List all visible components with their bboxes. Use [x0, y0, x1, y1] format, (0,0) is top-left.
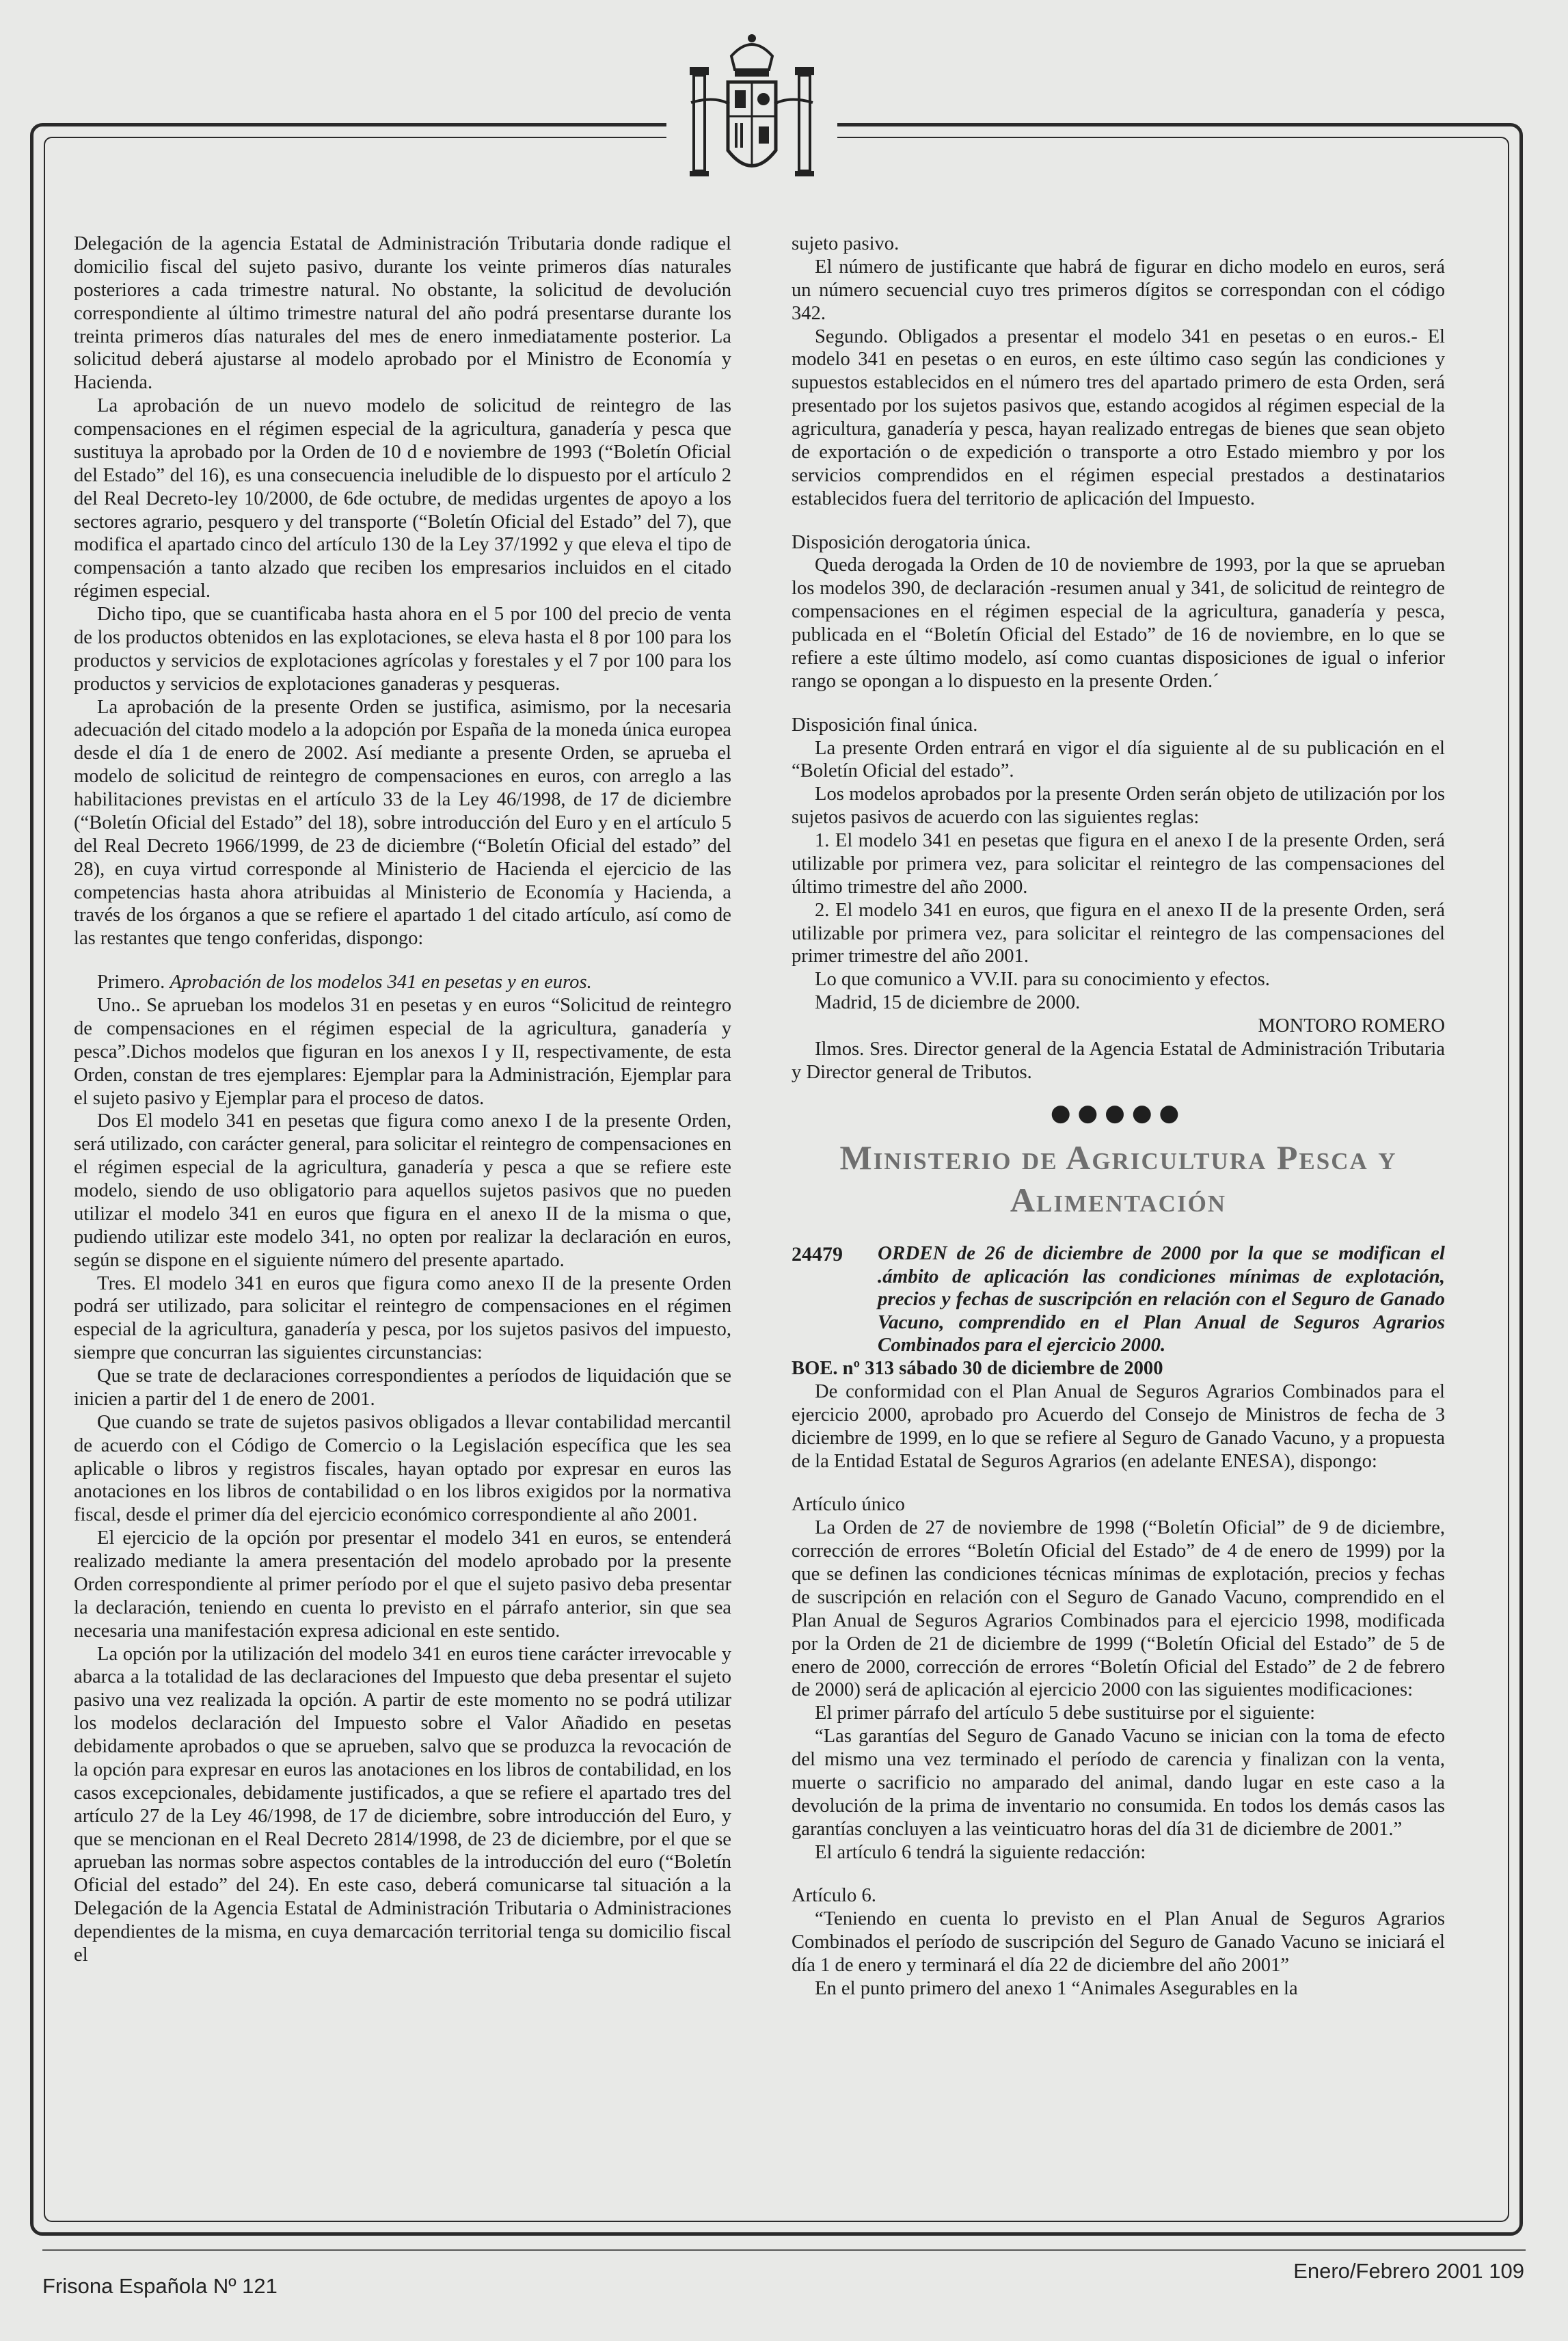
body-paragraph: Segundo. Obligados a presentar el modelo 341 en pesetas o en euros.- El modelo 341 en pesetas o en euros, en este último caso según las condiciones y supuestos establecidos en el número tres del apartado primero de esta Orden, será presentado por los sujetos pasivos que, estando acogidos al régimen especial de la agricultura, ganadería y pesca, hayan realizado entregas de bienes que sean objeto de exportación o de expedición o transporte a otro Estado miembro y por los servicios comprendidos en el régimen especial prestados a destinatarios establecidos fuera del territorio de aplicación del Impuesto.: [792, 325, 1445, 509]
body-paragraph: La opción por la utilización del modelo 341 en euros tiene carácter irrevocable y abarca a la totalidad de las declaraciones del Impuesto que deba presentar el sujeto pasivo una vez realizada la opción. A partir de este momento no se podrá utilizar los modelos declaración del Impuesto sobre el Valor Añadido en pesetas debidamente aprobados o que se aprueben, salvo que se produzca la revocación de la opción para expresar en euros las anotaciones en los libros de contabilidad, en los casos excepcionales, debidamente justificados, a que se refiere el apartado tres del artículo 27 de la Ley 46/1998, de 17 de diciembre, sobre introducción del Euro, y que se mencionan en el Real Decreto 2814/1998, de 23 de diciembre, por el que se aprueban las normas sobre aspectos contables de la introducción del euro (“Boletín Oficial del estado” del 24). En este caso, deberá comunicarse tal situación a la Delegación de la Agencia Estatal de Administración Tributaria o Administraciones dependientes de la misma, en cuya demarcación territorial tenga su domicilio fiscal el: [74, 1643, 731, 1966]
body-paragraph: “Teniendo en cuenta lo previsto en el Plan Anual de Seguros Agrarios Combinados el período de suscripción del Seguro de Ganado Vacuno se iniciará el día 1 de enero y terminará el día 22 de diciembre del año 2001”: [792, 1908, 1445, 1977]
footer-rule: [42, 2249, 1526, 2251]
body-paragraph: Lo que comunico a VV.II. para su conocimiento y efectos.: [815, 969, 1270, 991]
ministry-heading: [792, 1136, 1445, 1222]
body-paragraph: Que cuando se trate de sujetos pasivos obligados a llevar contabilidad mercantil de acuerdo con el Código de Comercio o la Legislación específica que les sea aplicable o libros y registros fiscales, hayan optado por expresar en euros las anotaciones en los libros de contabilidad o en los libros exigidos por la normativa fiscal, desde el primer día del ejercicio económico correspondiente al año 2001.: [74, 1411, 731, 1526]
body-paragraph: La Orden de 27 de noviembre de 1998 (“Boletín Oficial” de 9 de diciembre, corrección de errores “Boletín Oficial del Estado” de 4 de enero de 1999) por la que se definen las condiciones técnicas mínimas de explotación, precios y fechas de suscripción en relación con el Seguro de Ganado Vacuno, comprendido en el Plan Anual de Seguros Agrarios Combinados para el ejercicio 1998, modificada por la Orden de 21 de diciembre de 1999 (“Boletín Oficial del Estado” de 5 de enero de 2000, corrección de errores “Boletín Oficial del Estado” de 2 de febrero de 2000) será de aplicación al ejercicio 2000 con las siguientes modificaciones:: [792, 1517, 1445, 1701]
body-paragraph: El número de justificante que habrá de figurar en dicho modelo en euros, será un número secuencial cuyo tres primeros dígitos se correspondan con el código 342.: [792, 256, 1445, 324]
body-paragraph: Dicho tipo, que se cuantificaba hasta ahora en el 5 por 100 del precio de venta de los productos obtenidos en las explotaciones, se eleva hasta el 8 por 100 para los productos y servicios de explotaciones agrícolas y forestales y el 7 por 100 para los productos y servicios de explotaciones ganaderas y pesqueras.: [74, 604, 731, 695]
articulo-6-heading: Artículo 6.: [792, 1885, 876, 1907]
primero-label: Primero.: [97, 972, 165, 993]
body-paragraph: Que se trate de declaraciones correspondientes a períodos de liquidación que se inicien a partir del 1 de enero de 2001.: [74, 1365, 731, 1410]
order-title: ORDEN de 26 de diciembre de 2000 por la que se modifican el .ámbito de aplicación las condiciones mínimas de explotación, precios y fechas de suscripción en relación con el Seguro de Ganado Vacuno, comprendido en el Plan Anual de Seguros Agrarios Combinados para el ejercicio 2000.: [878, 1242, 1445, 1356]
ministry-heading-line: Alimentación: [1010, 1181, 1227, 1220]
left-column: [74, 232, 731, 1967]
body-paragraph: Dos El modelo 341 en pesetas que figura como anexo I de la presente Orden, será utilizado, con carácter general, para solicitar el reintegro de compensaciones en el régimen especial de la agricultura, ganadería y pesca a que se refiere este modelo, siendo de uso obligatorio para aquellos sujetos pasivos que no pueden utilizar el modelo 341 en euros que figura en el anexo II de la misma o que, pudiendo utilizar este modelo 341, no opten por realizar la declaración en euros, según se dispone en el siguiente número del presente apartado.: [74, 1110, 731, 1271]
boe-reference: BOE. nº 313 sábado 30 de diciembre de 2000: [792, 1358, 1163, 1380]
body-paragraph: El primer párrafo del artículo 5 debe sustituirse por el siguiente:: [815, 1702, 1316, 1724]
footer-issue-page: Enero/Febrero 2001 109: [1293, 2259, 1524, 2283]
right-column: [792, 232, 1445, 2001]
section-heading-primero: [74, 971, 731, 994]
body-paragraph: De conformidad con el Plan Anual de Seguros Agrarios Combinados para el ejercicio 2000, aprobado pro Acuerdo del Consejo de Ministros de fecha de 3 diciembre de 1999, en lo que se refiere al Seguro de Ganado Vacuno, y a propuesta de la Entidad Estatal de Seguros Agrarios (en adelante ENESA), dispongo:: [792, 1380, 1445, 1472]
ministry-heading-line: Ministerio de Agricultura Pesca y: [839, 1138, 1397, 1177]
body-paragraph: En el punto primero del anexo 1 “Animales Asegurables en la: [815, 1977, 1298, 1999]
derogatoria-heading: Disposición derogatoria única.: [792, 531, 1031, 553]
body-paragraph: Uno.. Se aprueban los modelos 31 en pesetas y en euros “Solicitud de reintegro de compensaciones en el régimen especial de la agricultura, ganadería y pesca”.Dichos modelos que figuran en los anexos I y II, respectivamente, de esta Orden, constan de tres ejemplares: Ejemplar para la Administración, Ejemplar para el sujeto pasivo y Ejemplar para el proceso de datos.: [74, 995, 731, 1109]
body-paragraph: “Las garantías del Seguro de Ganado Vacuno se inician con la toma de efecto del mismo una vez terminado el período de carencia y finalizan con la venta, muerte o sacrificio no amparado del animal, dando lugar en este caso a la devolución de la prima de inventario no consumida. En todos los demás casos las garantías concluyen a las veinticuatro horas del día 31 de diciembre de 2001.”: [792, 1726, 1445, 1840]
body-paragraph: Queda derogada la Orden de 10 de noviembre de 1993, por la que se aprueban los modelos 390, de declaración -resumen anual y 341, de solicitud de reintegro de compensaciones en el régimen especial de la agricultura, ganadería y pesca, publicada en el “Boletín Oficial del Estado” de 16 de noviembre, en lo que se refiere a este último modelo, así como cuantas disposiciones de igual o inferior rango se opongan a lo dispuesto en la presente Orden.´: [792, 554, 1445, 692]
articulo-unico-heading: Artículo único: [792, 1494, 905, 1516]
body-paragraph: El artículo 6 tendrá la siguiente redacción:: [815, 1841, 1146, 1863]
body-paragraph: Tres. El modelo 341 en euros que figura como anexo II de la presente Orden podrá ser utilizado, para solicitar el reintegro de compensaciones en el régimen especial de la agricultura, ganadería y pesca, por los sujetos pasivos del impuesto, siempre que concurran las siguientes circunstancias:: [74, 1272, 731, 1364]
signature: MONTORO ROMERO: [1258, 1015, 1445, 1036]
body-paragraph: La aprobación de la presente Orden se justifica, asimismo, por la necesaria adecuación del citado modelo a la adopción por España de la moneda única europea desde el día 1 de enero de 2002. Así mediante a presente Orden, se aprueba el modelo de solicitud de reintegro de compensaciones en euros, con arreglo a las habilitaciones previstas en el artículo 33 de la Ley 46/1998, de 17 de diciembre (“Boletín Oficial del Estado” del 18), sobre introducción del Euro y en el artículo 5 del Real Decreto 1966/1999, de 23 de diciembre (“Boletín Oficial del estado” del 28), en cuya virtud corresponde al Ministerio de Hacienda el ejercicio de las competencias hasta ahora atribuidas al Ministerio de Economía y Hacienda, a través de los órganos a que se refiere el apartado 1 del citado artículo, así como de las restantes que tengo conferidas, dispongo:: [74, 696, 731, 950]
addressees: Ilmos. Sres. Director general de la Agencia Estatal de Administración Tributaria y Director general de Tributos.: [792, 1038, 1445, 1083]
order-header: [792, 1242, 1445, 1357]
order-number: 24479: [792, 1242, 843, 1266]
body-paragraph: Delegación de la agencia Estatal de Administración Tributaria donde radique el domicilio fiscal del sujeto pasivo, durante los veinte primeros días naturales posteriores a cada trimestre natural. No obstante, la solicitud de devolución correspondiente al último trimestre natural del año podrá presentarse durante los treinta primeros días naturales del mes de enero inmediatamente posterior. La solicitud deberá ajustarse al modelo aprobado por el Ministro de Economía y Hacienda.: [74, 233, 731, 394]
footer-publication: Frisona Española Nº 121: [42, 2274, 278, 2298]
body-paragraph: Los modelos aprobados por la presente Orden serán objeto de utilización por los sujetos pasivos de acuerdo con las siguientes reglas:: [792, 784, 1445, 829]
coat-of-arms-icon: [666, 27, 837, 212]
section-divider: ●●●●●: [1050, 1099, 1187, 1127]
body-paragraph: 1. El modelo 341 en pesetas que figura en el anexo I de la presente Orden, será utilizable por primera vez, para solicitar el reintegro de las compensaciones del último trimestre del año 2000.: [792, 830, 1445, 898]
body-paragraph: El ejercicio de la opción por presentar el modelo 341 en euros, se entenderá realizado mediante la amera presentación del modelo aprobado por la presente Orden correspondiente al primer período por el que el sujeto pasivo deba presentar la declaración, teniendo en cuenta lo previsto en el párrafo anterior, sin que sea necesaria una manifestación expresa adicional en este sentido.: [74, 1527, 731, 1642]
body-paragraph: La presente Orden entrará en vigor el día siguiente al de su publicación en el “Boletín Oficial del estado”.: [792, 737, 1445, 782]
body-paragraph: La aprobación de un nuevo modelo de solicitud de reintegro de las compensaciones en el régimen especial de la agricultura, ganadería y pesca que sustituya la aprobado por la Orden de 10 d e noviembre de 1993 (“Boletín Oficial del Estado” del 16), es una consecuencia ineludible de lo dispuesto por el artículo 2 del Real Decreto-ley 10/2000, de 6de octubre, de medidas urgentes de apoyo a los sectores agrario, pesquero y del transporte (“Boletín Oficial del Estado” del 7), que modifica el apartado cinco del artículo 130 de la Ley 37/1992 y que eleva el tipo de compensación a tanto alzado que reciben los empresarios incluidos en el citado régimen especial.: [74, 395, 731, 602]
body-paragraph: sujeto pasivo.: [792, 233, 900, 254]
body-paragraph: 2. El modelo 341 en euros, que figura en el anexo II de la presente Orden, será utilizable por primera vez, para solicitar el reintegro de las compensaciones del primer trimestre del año 2001.: [792, 899, 1445, 967]
body-paragraph: Madrid, 15 de diciembre de 2000.: [815, 992, 1081, 1014]
primero-title: Aprobación de los modelos 341 en pesetas y en euros.: [170, 972, 592, 993]
final-heading: Disposición final única.: [792, 714, 978, 736]
